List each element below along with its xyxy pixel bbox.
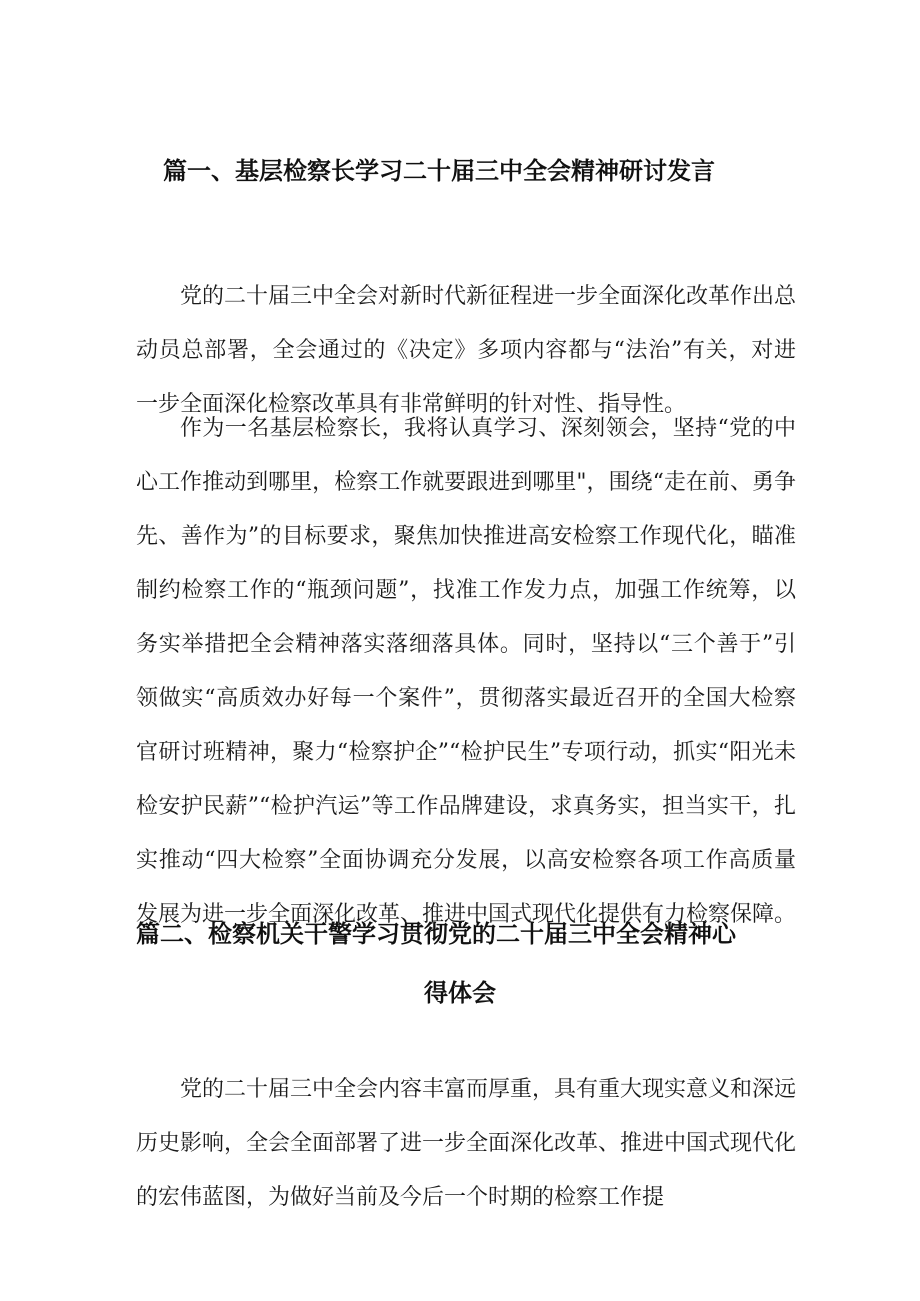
article2-title-line2: 得体会 [424,979,496,1007]
article1-title: 篇一、基层检察长学习二十届三中全会精神研讨发言 [163,157,715,185]
article1-paragraph-2: 作为一名基层检察长，我将认真学习、深刻领会，坚持“党的中心工作推动到哪里，检察工作就要跟进到哪里"，围绕“走在前、勇争先、善作为”的目标要求，聚焦加快推进高安检察工作现代化，瞄准制约检察工作的“瓶颈问题”，找准工作发力点，加强工作统筹，以务实举措把全会精神落实落细落具体。同时，坚持以“三个善于”引领做实“高质效办好每一个案件”，贯彻落实最近召开的全国大检察官研讨班精神，聚力“检察护企”“检护民生”专项行动，抓实“阳光未检安护民薪”“检护汽运”等工作品牌建设，求真务实，担当实干，扎实推动“四大检察”全面协调充分发展，以高安检察各项工作高质量发展为进一步全面深化改革、推进中国式现代化提供有力检察保障。 [136,416,797,927]
article2-paragraph-1: 党的二十届三中全会内容丰富而厚重，具有重大现实意义和深远历史影响，全会全面部署了进一步全面深化改革、推进中国式现代化的宏伟蓝图，为做好当前及今后一个时期的检察工作提 [136,1077,797,1210]
article2-title-line1: 篇二、检察机关干警学习贯彻党的二十届三中全会精神心 [136,920,736,948]
article1-paragraph-1: 党的二十届三中全会对新时代新征程进一步全面深化改革作出总动员总部署，全会通过的《决定》多项内容都与“法治”有关，对进一步全面深化检察改革具有非常鲜明的针对性、指导性。 [136,284,797,417]
